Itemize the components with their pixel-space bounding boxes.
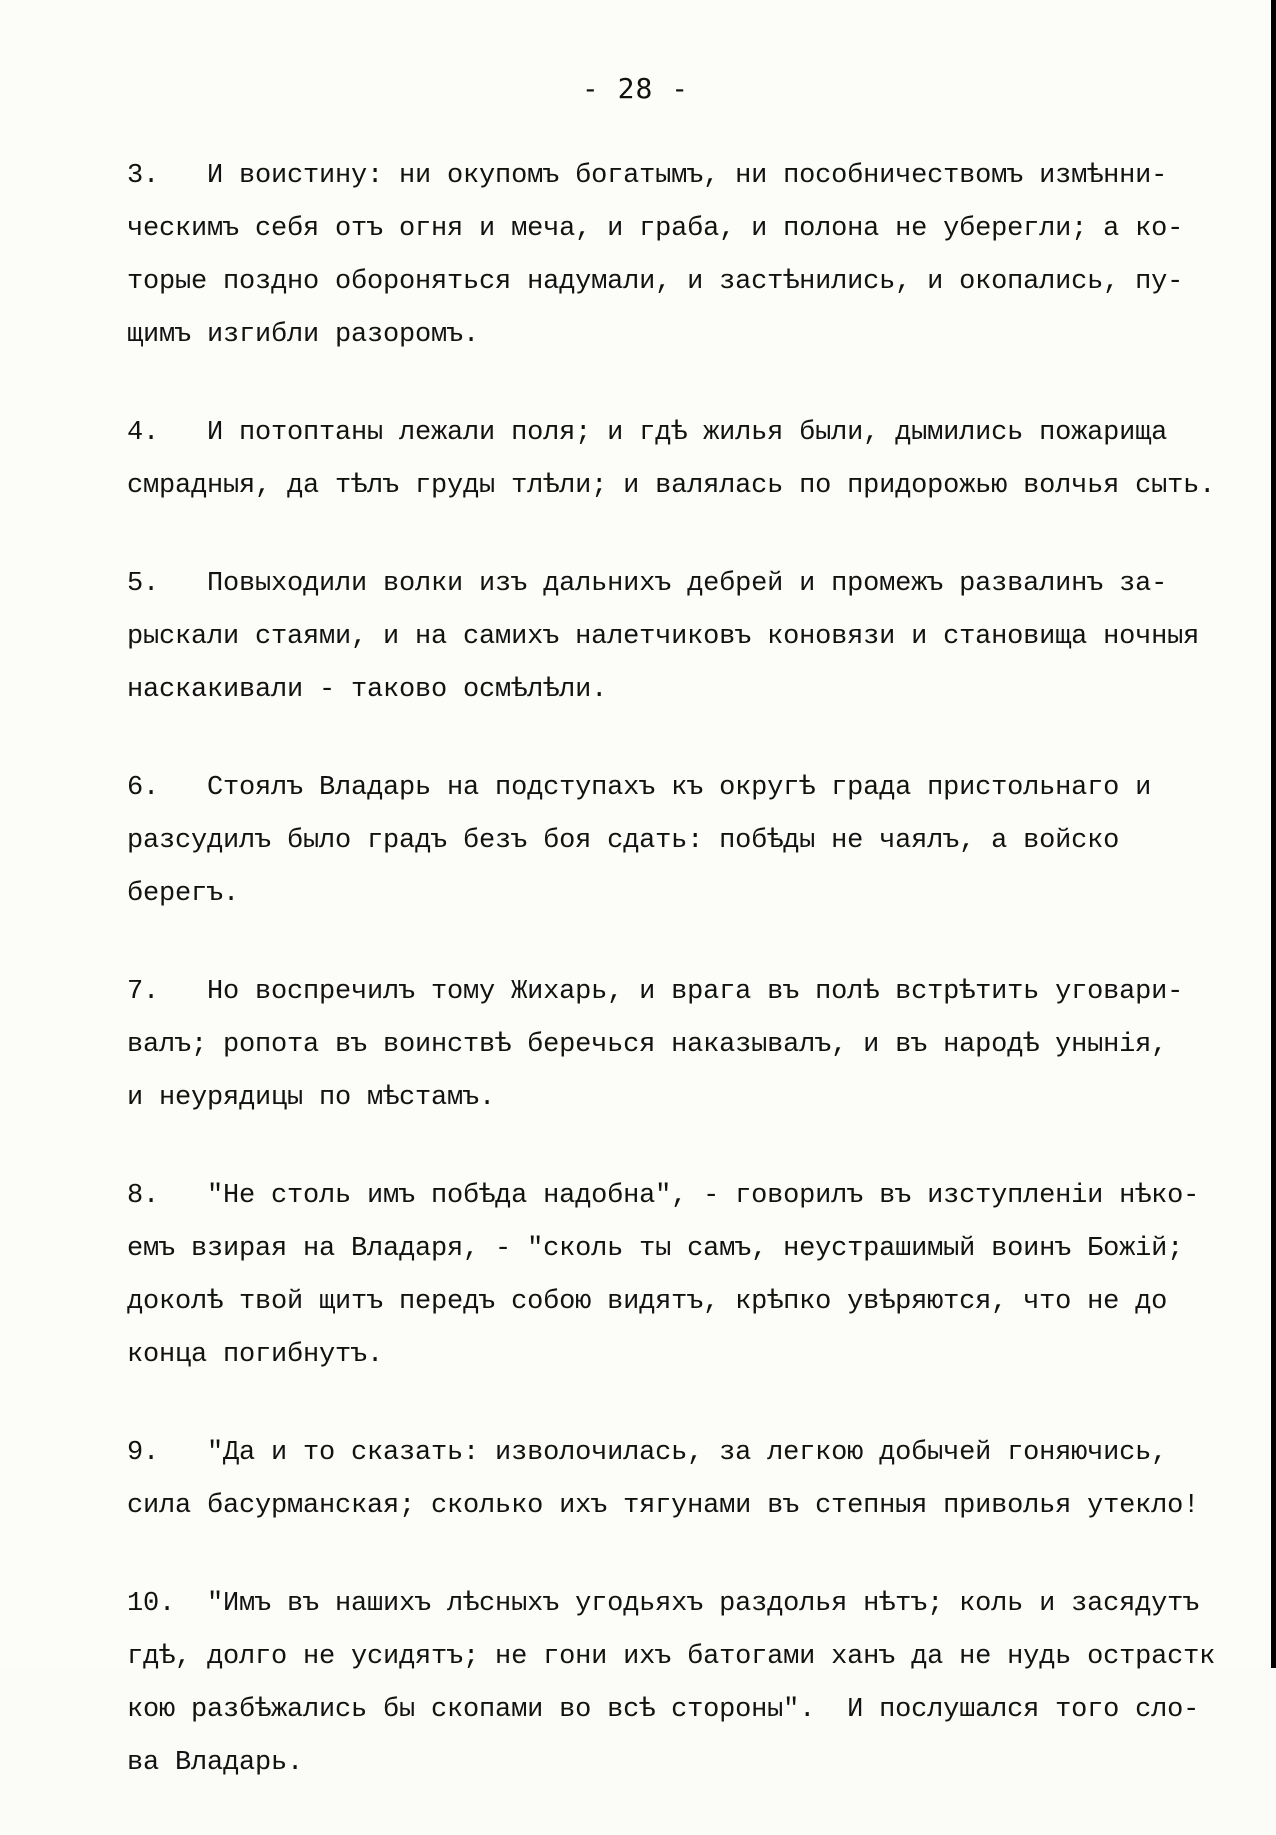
verse-4 — [127, 407, 1245, 513]
text-line: рыскали стаями, и на самихъ налетчиковъ коновязи и становища ночныя — [127, 622, 1200, 652]
text-line: 5. Повыходили волки изъ дальнихъ дебрей и промежъ развалинъ за- — [127, 569, 1168, 599]
text-line: и неурядицы по мѣстамъ. — [127, 1083, 496, 1113]
verse-9 — [127, 1427, 1245, 1533]
text-line: сила басурманская; сколько ихъ тягунами въ степныя приволья утекло! — [127, 1491, 1200, 1521]
verse-5 — [127, 558, 1245, 717]
verse-list — [127, 150, 1245, 1835]
text-line: доколѣ твой щитъ передъ собою видятъ, крѣпко увѣряются, что не до — [127, 1287, 1168, 1317]
verse-6 — [127, 762, 1245, 921]
text-line: 9. "Да и то сказать: изволочилась, за легкою добычей гоняючись, — [127, 1438, 1168, 1468]
verse-8 — [127, 1170, 1245, 1382]
text-line: торые поздно обороняться надумали, и застѣнились, и окопались, пу- — [127, 267, 1184, 297]
text-line: берегъ. — [127, 879, 240, 909]
text-line: 6. Стоялъ Владарь на подступахъ къ округѣ града пристольнаго и — [127, 773, 1152, 803]
text-line: разсудилъ было градъ безъ боя сдать: побѣды не чаялъ, а войско — [127, 826, 1120, 856]
text-line: щимъ изгибли разоромъ. — [127, 320, 480, 350]
page-number: - 28 - — [581, 72, 690, 105]
text-line: ва Владарь. — [127, 1748, 304, 1778]
text-line: смрадныя, да тѣлъ груды тлѣли; и валялась по придорожью волчья сыть. — [127, 471, 1216, 501]
text-line: валъ; ропота въ воинствѣ беречься наказывалъ, и въ народѣ унынія, — [127, 1030, 1168, 1060]
text-line: 3. И воистину: ни окупомъ богатымъ, ни пособничествомъ измѣнни- — [127, 161, 1168, 191]
text-line: емъ взирая на Владаря, - "сколь ты самъ, неустрашимый воинъ Божій; — [127, 1234, 1184, 1264]
text-line: 4. И потоптаны лежали поля; и гдѣ жилья были, дымились пожарища — [127, 418, 1168, 448]
verse-7 — [127, 966, 1245, 1125]
verse-3 — [127, 150, 1245, 362]
text-line: 8. "Не столь имъ побѣда надобна", - говорилъ въ изступленіи нѣко- — [127, 1181, 1200, 1211]
text-line: кою разбѣжались бы скопами во всѣ стороны". И послушался того сло- — [127, 1695, 1200, 1725]
verse-10 — [127, 1578, 1245, 1790]
text-line: наскакивали - таково осмѣлѣли. — [127, 675, 608, 705]
text-line: конца погибнутъ. — [127, 1340, 384, 1370]
text-line: 7. Но воспречилъ тому Жихарь, и врага въ полѣ встрѣтить уговари- — [127, 977, 1184, 1007]
text-line: гдѣ, долго не усидятъ; не гони ихъ батогами ханъ да не нудь острастк — [127, 1642, 1216, 1672]
text-line: 10. "Имъ въ нашихъ лѣсныхъ угодьяхъ раздолья нѣтъ; коль и засядутъ — [127, 1589, 1200, 1619]
text-line: ческимъ себя отъ огня и меча, и граба, и полона не уберегли; а ко- — [127, 214, 1184, 244]
